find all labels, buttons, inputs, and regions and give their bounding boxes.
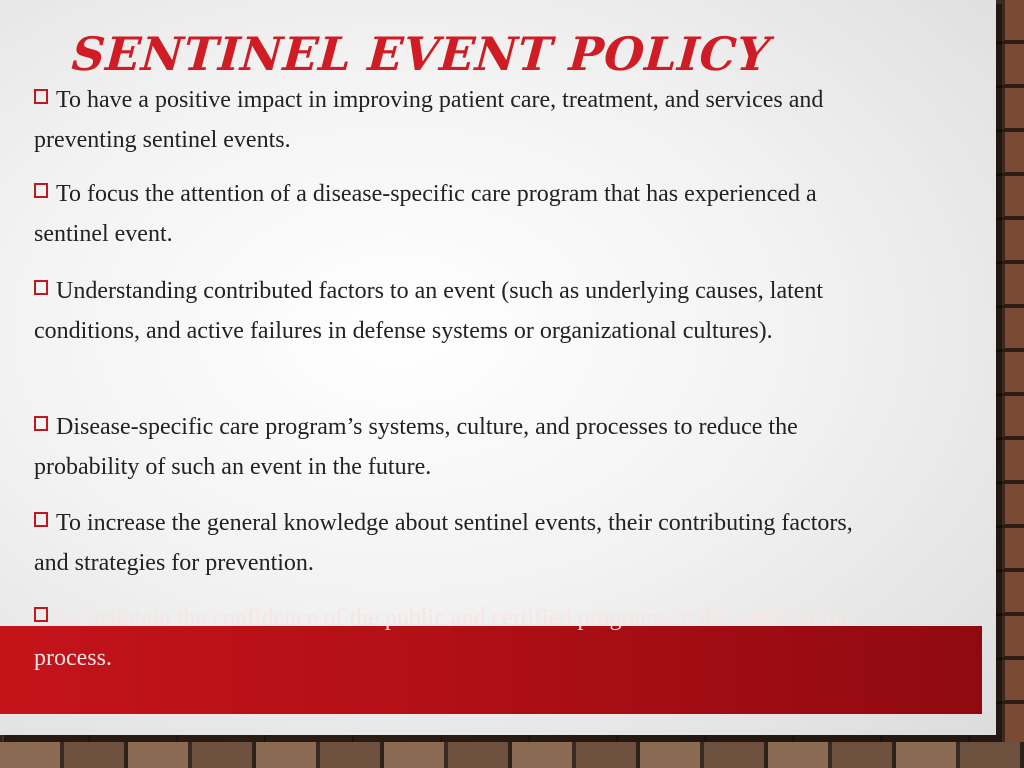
bullet-item bbox=[34, 598, 884, 678]
bullet-text: Understanding contributed factors to an event (such as underlying causes, latent conditions, and active failures in defense systems or organizational cultures). bbox=[34, 278, 824, 344]
slide-title: SENTINEL EVENT POLICY bbox=[70, 27, 773, 81]
bullet-item bbox=[34, 271, 884, 351]
bullet-item bbox=[34, 503, 884, 583]
checkbox-icon bbox=[34, 607, 52, 626]
checkbox-icon bbox=[34, 416, 52, 435]
brick-wall-bottom bbox=[0, 742, 1024, 768]
bullet-item bbox=[34, 80, 884, 160]
bullet-text: To maintain the confidence of the public and certified programs in the certification process. bbox=[34, 605, 851, 671]
checkbox-icon bbox=[34, 512, 52, 531]
bullet-item bbox=[34, 407, 884, 487]
checkbox-icon bbox=[34, 280, 52, 299]
checkbox-icon bbox=[34, 89, 52, 108]
bullet-item bbox=[34, 174, 884, 254]
bullet-text: To focus the attention of a disease-specific care program that has experienced a sentinel event. bbox=[34, 181, 817, 247]
bullet-text: To increase the general knowledge about sentinel events, their contributing factors, and strategies for prevention. bbox=[34, 510, 853, 576]
bullet-text: To have a positive impact in improving patient care, treatment, and services and preventing sentinel events. bbox=[34, 87, 824, 153]
brick-wall-right bbox=[1005, 0, 1024, 768]
checkbox-icon bbox=[34, 183, 52, 202]
bullet-text: Disease-specific care program’s systems, culture, and processes to reduce the probability of such an event in the future. bbox=[34, 414, 798, 480]
